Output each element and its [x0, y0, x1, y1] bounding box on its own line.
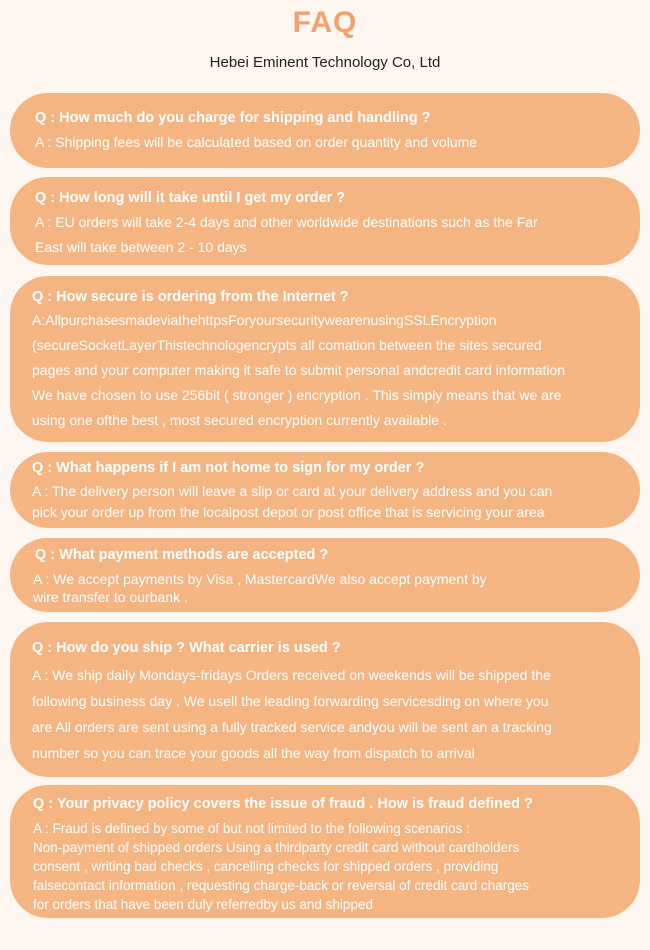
page-title: FAQ — [292, 6, 358, 39]
faq-answer: A : Shipping fees will be calculated based on order quantity and volume — [35, 134, 478, 150]
faq-item-not-home — [10, 452, 640, 528]
faq-answer: A : We accept payments by Visa , MastercardWe also accept payment by wire transfer to ourbank . — [33, 571, 487, 605]
faq-answer: A : EU orders will take 2-4 days and other worldwide destinations such as the Far East will take between 2 - 10 days — [35, 214, 538, 255]
faq-item-delivery-time — [10, 177, 640, 265]
faq-question: Q : How long will it take until I get my order ? — [35, 190, 346, 206]
faq-item-fraud — [10, 785, 640, 918]
faq-item-payment — [10, 538, 640, 612]
faq-item-shipping-cost — [10, 93, 640, 168]
faq-item-security — [10, 276, 640, 442]
company-name: Hebei Eminent Technology Co, Ltd — [209, 54, 441, 71]
faq-question: Q : What payment methods are accepted ? — [35, 547, 329, 563]
faq-question: Q : How do you ship ? What carrier is used ? — [32, 640, 341, 656]
faq-question: Q : How much do you charge for shipping and handling ? — [35, 110, 431, 126]
faq-answer: A:AllpurchasesmadeviathehttpsForyoursecuritywearenusingSSLEncryption (secureSocketLayerThistechnologencrypts all comation between the sites secured pages and your computer making it safe to submit personal andcredit card information We have chosen to use 256bit ( stronger ) encryption . This simply means that we are using one ofthe best , most secured encryption currently available . — [32, 312, 566, 428]
faq-item-carrier — [10, 622, 640, 777]
faq-question: Q : What happens if I am not home to sign for my order ? — [32, 460, 425, 476]
faq-answer: A : We ship daily Mondays-fridays Orders received on weekends will be shipped the following business day . We usell the leading forwarding servicesding on where you are All orders are sent using a fully tracked service andyou will be sent an a tracking number so you can trace your goods all the way from dispatch to arrival — [32, 667, 552, 761]
faq-question: Q : Your privacy policy covers the issue of fraud . How is fraud defined ? — [33, 796, 533, 812]
faq-question: Q : How secure is ordering from the Internet ? — [32, 289, 349, 305]
faq-answer: A : Fraud is defined by some of but not limited to the following scenarios : Non-payment of shipped orders Using a thirdparty credit card without cardholders consent , writing bad checks , cancelling checks for shipped orders , providing falsecontact information , requesting charge-back or reversal of credit card charges for orders that have been duly referredby us and shipped — [33, 821, 529, 912]
faq-answer: A : The delivery person will leave a slip or card at your delivery address and you can pick your order up from the localpost depot or post office that is servicing your area — [32, 483, 553, 520]
